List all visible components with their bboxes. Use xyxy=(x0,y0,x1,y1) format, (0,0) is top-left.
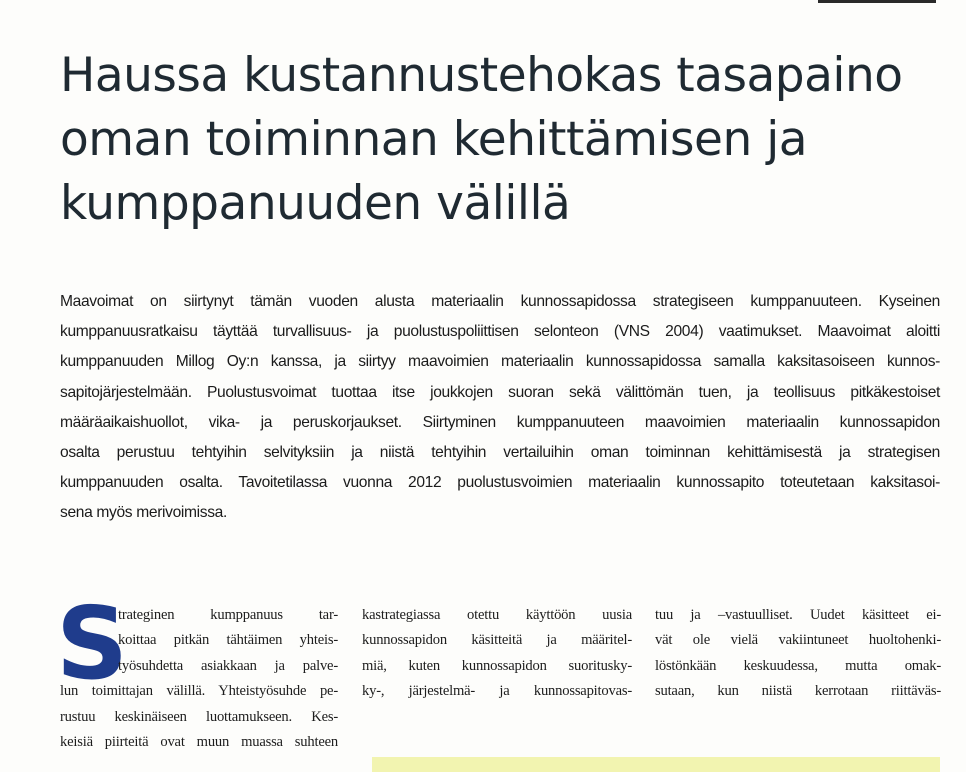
body-line: tuu ja –vastuulliset. Uudet käsitteet ei- xyxy=(655,607,941,623)
headline-line: oman toiminnan kehittämisen ja xyxy=(60,112,808,167)
drop-cap: S xyxy=(56,585,129,702)
body-line: rustuu keskinäiseen luottamukseen. Kes- xyxy=(60,708,338,725)
body-line: miä, kuten kunnossapidon suoritusky- xyxy=(362,657,632,674)
headline-line: Haussa kustannustehokas tasapaino xyxy=(60,48,903,103)
body-column-3 xyxy=(655,603,941,705)
lead-line: osalta perustuu tehtyihin selvityksiin ja niistä tehtyihin vertailuihin oman toiminnan kehittämisestä ja strategisen xyxy=(60,444,940,462)
body-column-1 xyxy=(60,603,338,755)
body-line: keisiä piirteitä ovat muun muassa suhteen xyxy=(60,734,338,751)
body-line: työsuhdetta asiakkaan ja palve- xyxy=(118,657,338,674)
top-rule xyxy=(818,0,936,3)
body-line: sutaan, kun niistä kerrotaan riittäväs- xyxy=(655,683,941,700)
body-line: ky-, järjestelmä- ja kunnossapitovas- xyxy=(362,683,632,700)
body-line: kastrategiassa otettu käyttöön uusia xyxy=(362,607,632,623)
body-line: lun toimittajan välillä. Yhteistyösuhde pe- xyxy=(60,683,338,700)
body-line: vät ole vielä vakiintuneet huoltohenki- xyxy=(655,632,941,649)
lead-line: kumppanuuden osalta. Tavoitetilassa vuonna 2012 puolustusvoimien materiaalin kunnossapito toteutetaan kaksitasoi- xyxy=(60,474,940,492)
lead-line: Maavoimat on siirtynyt tämän vuoden alusta materiaalin kunnossapidossa strategiseen kumppanuuteen. Kyseinen xyxy=(60,293,940,310)
body-column-2 xyxy=(362,603,632,705)
highlight-box xyxy=(372,757,940,772)
lead-line: kumppanuuden Millog Oy:n kanssa, ja siirtyy maavoimien materiaalin kunnossapidossa samalla kaksitasoiseen kunnos- xyxy=(60,353,940,371)
lead-line: määräaikaishuollot, vika- ja peruskorjaukset. Siirtyminen kumppanuuteen maavoimien materiaalin kunnossapidon xyxy=(60,413,940,431)
lead-paragraph xyxy=(60,287,940,529)
headline-line: kumppanuuden välillä xyxy=(60,176,571,231)
lead-line: kumppanuusratkaisu täyttää turvallisuus- ja puolustuspoliittisen selonteon (VNS 2004) vaatimukset. Maavoimat aloitti xyxy=(60,323,940,341)
body-line: löstönkään keskuudessa, mutta omak- xyxy=(655,657,941,674)
lead-line: sena myös merivoimissa. xyxy=(60,504,227,522)
body-line: kunnossapidon käsitteitä ja määritel- xyxy=(362,632,632,649)
lead-line: sapitojärjestelmään. Puolustusvoimat tuottaa itse joukkojen suoran sekä välittömän tuen, ja teollisuus pitkäkestoiset xyxy=(60,383,940,401)
body-line: trateginen kumppanuus tar- xyxy=(118,607,338,623)
body-line: koittaa pitkän tähtäimen yhteis- xyxy=(118,632,338,649)
headline xyxy=(60,44,950,236)
